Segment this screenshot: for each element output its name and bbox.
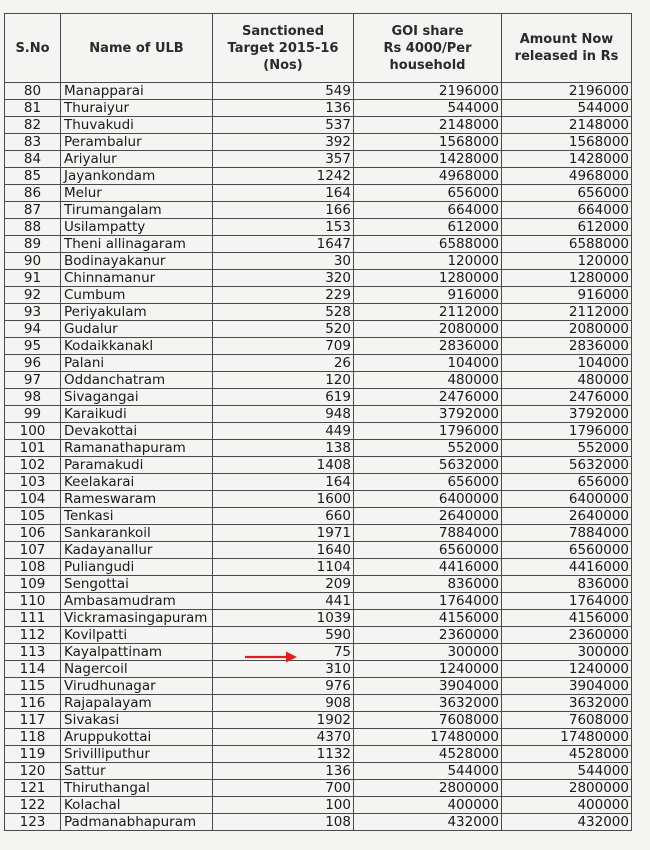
cell-sno: 112 (5, 627, 61, 644)
cell-sanctioned-target: 948 (213, 406, 354, 423)
table-row (5, 321, 632, 338)
cell-sno: 103 (5, 474, 61, 491)
cell-goi-share: 2360000 (354, 627, 502, 644)
cell-amount-released: 480000 (502, 372, 632, 389)
cell-goi-share: 1764000 (354, 593, 502, 610)
cell-sanctioned-target: 164 (213, 474, 354, 491)
cell-sanctioned-target: 976 (213, 678, 354, 695)
cell-amount-released: 2080000 (502, 321, 632, 338)
cell-amount-released: 1796000 (502, 423, 632, 440)
cell-ulb-name: Nagercoil (61, 661, 213, 678)
cell-sno: 81 (5, 100, 61, 117)
cell-goi-share: 1428000 (354, 151, 502, 168)
cell-sno: 80 (5, 83, 61, 100)
cell-goi-share: 1240000 (354, 661, 502, 678)
cell-amount-released: 2148000 (502, 117, 632, 134)
cell-ulb-name: Kolachal (61, 797, 213, 814)
cell-amount-released: 544000 (502, 100, 632, 117)
table-row (5, 559, 632, 576)
cell-sno: 113 (5, 644, 61, 661)
header-goi-share (354, 14, 502, 83)
cell-amount-released: 2476000 (502, 389, 632, 406)
cell-ulb-name: Ariyalur (61, 151, 213, 168)
cell-sno: 111 (5, 610, 61, 627)
cell-sanctioned-target: 75 (213, 644, 354, 661)
cell-ulb-name: Manapparai (61, 83, 213, 100)
cell-sno: 95 (5, 338, 61, 355)
cell-ulb-name: Sankarankoil (61, 525, 213, 542)
table-row (5, 338, 632, 355)
cell-sanctioned-target: 320 (213, 270, 354, 287)
cell-ulb-name: Padmanabhapuram (61, 814, 213, 831)
cell-sanctioned-target: 619 (213, 389, 354, 406)
cell-amount-released: 300000 (502, 644, 632, 661)
cell-amount-released: 120000 (502, 253, 632, 270)
cell-goi-share: 400000 (354, 797, 502, 814)
cell-sno: 86 (5, 185, 61, 202)
cell-ulb-name: Sengottai (61, 576, 213, 593)
cell-amount-released: 400000 (502, 797, 632, 814)
cell-sanctioned-target: 1132 (213, 746, 354, 763)
cell-sno: 122 (5, 797, 61, 814)
cell-sanctioned-target: 136 (213, 100, 354, 117)
cell-sno: 101 (5, 440, 61, 457)
table-row (5, 712, 632, 729)
cell-ulb-name: Sivagangai (61, 389, 213, 406)
header-sanctioned-target (213, 14, 354, 83)
cell-sno: 87 (5, 202, 61, 219)
cell-sanctioned-target: 528 (213, 304, 354, 321)
cell-amount-released: 1240000 (502, 661, 632, 678)
cell-amount-released: 4528000 (502, 746, 632, 763)
cell-ulb-name: Rajapalayam (61, 695, 213, 712)
cell-sno: 82 (5, 117, 61, 134)
cell-goi-share: 3904000 (354, 678, 502, 695)
cell-sno: 106 (5, 525, 61, 542)
cell-amount-released: 432000 (502, 814, 632, 831)
cell-amount-released: 916000 (502, 287, 632, 304)
cell-sno: 85 (5, 168, 61, 185)
ulb-release-table (4, 13, 632, 831)
cell-sno: 102 (5, 457, 61, 474)
cell-amount-released: 1428000 (502, 151, 632, 168)
cell-goi-share: 916000 (354, 287, 502, 304)
cell-ulb-name: Sattur (61, 763, 213, 780)
table-row (5, 185, 632, 202)
cell-sanctioned-target: 520 (213, 321, 354, 338)
cell-goi-share: 120000 (354, 253, 502, 270)
cell-sanctioned-target: 164 (213, 185, 354, 202)
cell-sno: 89 (5, 236, 61, 253)
cell-ulb-name: Perambalur (61, 134, 213, 151)
cell-ulb-name: Gudalur (61, 321, 213, 338)
cell-ulb-name: Kovilpatti (61, 627, 213, 644)
cell-goi-share: 2080000 (354, 321, 502, 338)
table-row (5, 746, 632, 763)
cell-goi-share: 3632000 (354, 695, 502, 712)
cell-amount-released: 4156000 (502, 610, 632, 627)
cell-sno: 109 (5, 576, 61, 593)
cell-goi-share: 5632000 (354, 457, 502, 474)
cell-sanctioned-target: 590 (213, 627, 354, 644)
table-row (5, 151, 632, 168)
table-row (5, 117, 632, 134)
cell-ulb-name: Jayankondam (61, 168, 213, 185)
header-goi-line2: Rs 4000/Per (383, 40, 472, 56)
cell-ulb-name: Periyakulam (61, 304, 213, 321)
cell-sno: 92 (5, 287, 61, 304)
cell-sno: 84 (5, 151, 61, 168)
table-row (5, 423, 632, 440)
cell-ulb-name: Tirumangalam (61, 202, 213, 219)
cell-goi-share: 480000 (354, 372, 502, 389)
cell-ulb-name: Kayalpattinam (61, 644, 213, 661)
cell-sno: 83 (5, 134, 61, 151)
cell-ulb-name: Puliangudi (61, 559, 213, 576)
cell-ulb-name: Kodaikkanakl (61, 338, 213, 355)
table-row (5, 593, 632, 610)
cell-ulb-name: Sivakasi (61, 712, 213, 729)
header-target-line3: (Nos) (263, 57, 303, 73)
table-row (5, 287, 632, 304)
cell-ulb-name: Thuvakudi (61, 117, 213, 134)
cell-sno: 117 (5, 712, 61, 729)
cell-goi-share: 1796000 (354, 423, 502, 440)
cell-sanctioned-target: 392 (213, 134, 354, 151)
table-row (5, 763, 632, 780)
cell-amount-released: 17480000 (502, 729, 632, 746)
red-arrow-right-icon (244, 650, 298, 664)
header-target-line1: Sanctioned (241, 23, 325, 39)
cell-goi-share: 7884000 (354, 525, 502, 542)
cell-goi-share: 2836000 (354, 338, 502, 355)
table-row (5, 627, 632, 644)
cell-goi-share: 836000 (354, 576, 502, 593)
cell-goi-share: 1568000 (354, 134, 502, 151)
cell-ulb-name: Paramakudi (61, 457, 213, 474)
cell-ulb-name: Keelakarai (61, 474, 213, 491)
cell-goi-share: 1280000 (354, 270, 502, 287)
table-row (5, 134, 632, 151)
cell-sno: 90 (5, 253, 61, 270)
table-body (5, 83, 632, 831)
cell-amount-released: 544000 (502, 763, 632, 780)
cell-goi-share: 664000 (354, 202, 502, 219)
cell-ulb-name: Bodinayakanur (61, 253, 213, 270)
cell-sanctioned-target: 229 (213, 287, 354, 304)
cell-amount-released: 4416000 (502, 559, 632, 576)
cell-ulb-name: Ambasamudram (61, 593, 213, 610)
cell-sno: 114 (5, 661, 61, 678)
cell-sanctioned-target: 209 (213, 576, 354, 593)
cell-amount-released: 6560000 (502, 542, 632, 559)
cell-sanctioned-target: 1104 (213, 559, 354, 576)
table-row (5, 304, 632, 321)
cell-amount-released: 552000 (502, 440, 632, 457)
cell-ulb-name: Vickramasingapuram (61, 610, 213, 627)
header-released-line2: released in Rs (514, 49, 619, 64)
cell-amount-released: 5632000 (502, 457, 632, 474)
cell-goi-share: 552000 (354, 440, 502, 457)
cell-goi-share: 612000 (354, 219, 502, 236)
cell-amount-released: 7608000 (502, 712, 632, 729)
cell-goi-share: 4416000 (354, 559, 502, 576)
cell-goi-share: 17480000 (354, 729, 502, 746)
table-row (5, 253, 632, 270)
cell-ulb-name: Thiruthangal (61, 780, 213, 797)
header-goi-line1: GOI share (391, 23, 464, 39)
cell-ulb-name: Srivilliputhur (61, 746, 213, 763)
cell-ulb-name: Rameswaram (61, 491, 213, 508)
cell-sno: 97 (5, 372, 61, 389)
cell-sno: 107 (5, 542, 61, 559)
cell-sno: 105 (5, 508, 61, 525)
cell-sno: 91 (5, 270, 61, 287)
cell-sanctioned-target: 1640 (213, 542, 354, 559)
cell-sanctioned-target: 1408 (213, 457, 354, 474)
cell-sno: 123 (5, 814, 61, 831)
cell-amount-released: 1764000 (502, 593, 632, 610)
cell-ulb-name: Ramanathapuram (61, 440, 213, 457)
cell-sanctioned-target: 660 (213, 508, 354, 525)
cell-goi-share: 2800000 (354, 780, 502, 797)
cell-sanctioned-target: 549 (213, 83, 354, 100)
cell-amount-released: 656000 (502, 474, 632, 491)
cell-goi-share: 544000 (354, 100, 502, 117)
cell-goi-share: 3792000 (354, 406, 502, 423)
cell-sanctioned-target: 4370 (213, 729, 354, 746)
cell-amount-released: 2196000 (502, 83, 632, 100)
cell-sno: 116 (5, 695, 61, 712)
table-row (5, 729, 632, 746)
cell-sno: 121 (5, 780, 61, 797)
cell-sanctioned-target: 310 (213, 661, 354, 678)
cell-ulb-name: Aruppukottai (61, 729, 213, 746)
header-row (5, 14, 632, 83)
cell-goi-share: 4156000 (354, 610, 502, 627)
cell-ulb-name: Thuraiyur (61, 100, 213, 117)
table-row (5, 236, 632, 253)
table-row (5, 695, 632, 712)
table-row (5, 372, 632, 389)
cell-sanctioned-target: 1902 (213, 712, 354, 729)
cell-sanctioned-target: 26 (213, 355, 354, 372)
cell-ulb-name: Virudhunagar (61, 678, 213, 695)
cell-sanctioned-target: 700 (213, 780, 354, 797)
cell-ulb-name: Kadayanallur (61, 542, 213, 559)
table-row (5, 168, 632, 185)
cell-amount-released: 1568000 (502, 134, 632, 151)
table-row (5, 83, 632, 100)
cell-sanctioned-target: 138 (213, 440, 354, 457)
cell-ulb-name: Karaikudi (61, 406, 213, 423)
cell-sanctioned-target: 1971 (213, 525, 354, 542)
table-row (5, 406, 632, 423)
cell-goi-share: 300000 (354, 644, 502, 661)
cell-sanctioned-target: 100 (213, 797, 354, 814)
cell-ulb-name: Devakottai (61, 423, 213, 440)
cell-goi-share: 2476000 (354, 389, 502, 406)
cell-goi-share: 656000 (354, 474, 502, 491)
cell-sanctioned-target: 1600 (213, 491, 354, 508)
cell-ulb-name: Palani (61, 355, 213, 372)
cell-sno: 118 (5, 729, 61, 746)
cell-ulb-name: Oddanchatram (61, 372, 213, 389)
table-header (5, 14, 632, 83)
cell-amount-released: 6400000 (502, 491, 632, 508)
header-goi-line3: household (389, 57, 466, 73)
table-row (5, 457, 632, 474)
table-row (5, 542, 632, 559)
table-row (5, 576, 632, 593)
table-row (5, 474, 632, 491)
cell-sno: 98 (5, 389, 61, 406)
cell-amount-released: 7884000 (502, 525, 632, 542)
cell-sanctioned-target: 1242 (213, 168, 354, 185)
cell-goi-share: 6560000 (354, 542, 502, 559)
cell-sno: 104 (5, 491, 61, 508)
header-ulb-name: Name of ULB (61, 14, 213, 83)
cell-ulb-name: Usilampatty (61, 219, 213, 236)
cell-goi-share: 2196000 (354, 83, 502, 100)
cell-goi-share: 432000 (354, 814, 502, 831)
cell-amount-released: 1280000 (502, 270, 632, 287)
cell-sanctioned-target: 357 (213, 151, 354, 168)
cell-amount-released: 2640000 (502, 508, 632, 525)
cell-ulb-name: Theni allinagaram (61, 236, 213, 253)
table-row (5, 814, 632, 831)
cell-goi-share: 4528000 (354, 746, 502, 763)
cell-sanctioned-target: 709 (213, 338, 354, 355)
cell-sno: 119 (5, 746, 61, 763)
cell-sno: 100 (5, 423, 61, 440)
table-row (5, 389, 632, 406)
cell-amount-released: 2800000 (502, 780, 632, 797)
cell-goi-share: 544000 (354, 763, 502, 780)
table-row (5, 219, 632, 236)
table-row (5, 270, 632, 287)
cell-amount-released: 2360000 (502, 627, 632, 644)
cell-amount-released: 664000 (502, 202, 632, 219)
cell-amount-released: 3792000 (502, 406, 632, 423)
cell-ulb-name: Chinnamanur (61, 270, 213, 287)
cell-goi-share: 7608000 (354, 712, 502, 729)
table-row (5, 525, 632, 542)
cell-amount-released: 3904000 (502, 678, 632, 695)
cell-goi-share: 6400000 (354, 491, 502, 508)
cell-goi-share: 2148000 (354, 117, 502, 134)
cell-sno: 94 (5, 321, 61, 338)
table-row (5, 508, 632, 525)
cell-amount-released: 836000 (502, 576, 632, 593)
cell-sno: 99 (5, 406, 61, 423)
cell-sno: 96 (5, 355, 61, 372)
cell-goi-share: 656000 (354, 185, 502, 202)
cell-goi-share: 2640000 (354, 508, 502, 525)
table-row (5, 100, 632, 117)
header-target-line2: Target 2015-16 (227, 40, 339, 56)
table-row (5, 202, 632, 219)
table-row (5, 610, 632, 627)
cell-goi-share: 4968000 (354, 168, 502, 185)
cell-ulb-name: Tenkasi (61, 508, 213, 525)
table-row (5, 644, 632, 661)
cell-amount-released: 2112000 (502, 304, 632, 321)
table-row (5, 780, 632, 797)
header-released-line1: Amount Now (519, 32, 614, 47)
cell-sanctioned-target: 153 (213, 219, 354, 236)
cell-sanctioned-target: 1647 (213, 236, 354, 253)
cell-ulb-name: Cumbum (61, 287, 213, 304)
cell-sanctioned-target: 441 (213, 593, 354, 610)
cell-sno: 120 (5, 763, 61, 780)
table-row (5, 661, 632, 678)
cell-amount-released: 104000 (502, 355, 632, 372)
cell-sanctioned-target: 136 (213, 763, 354, 780)
cell-ulb-name: Melur (61, 185, 213, 202)
table-row (5, 491, 632, 508)
table-row (5, 678, 632, 695)
cell-sanctioned-target: 166 (213, 202, 354, 219)
table-row (5, 355, 632, 372)
cell-sanctioned-target: 108 (213, 814, 354, 831)
cell-sanctioned-target: 449 (213, 423, 354, 440)
table-row (5, 440, 632, 457)
cell-goi-share: 104000 (354, 355, 502, 372)
cell-sno: 115 (5, 678, 61, 695)
cell-amount-released: 3632000 (502, 695, 632, 712)
cell-amount-released: 6588000 (502, 236, 632, 253)
cell-sanctioned-target: 1039 (213, 610, 354, 627)
cell-sno: 88 (5, 219, 61, 236)
cell-sanctioned-target: 120 (213, 372, 354, 389)
cell-goi-share: 6588000 (354, 236, 502, 253)
cell-goi-share: 2112000 (354, 304, 502, 321)
cell-sanctioned-target: 30 (213, 253, 354, 270)
cell-amount-released: 2836000 (502, 338, 632, 355)
cell-amount-released: 656000 (502, 185, 632, 202)
cell-sno: 110 (5, 593, 61, 610)
header-sno: S.No (5, 14, 61, 83)
cell-sanctioned-target: 537 (213, 117, 354, 134)
header-amount-released (502, 14, 632, 83)
table-row (5, 797, 632, 814)
cell-sno: 93 (5, 304, 61, 321)
cell-amount-released: 4968000 (502, 168, 632, 185)
cell-sanctioned-target: 908 (213, 695, 354, 712)
cell-sno: 108 (5, 559, 61, 576)
cell-amount-released: 612000 (502, 219, 632, 236)
